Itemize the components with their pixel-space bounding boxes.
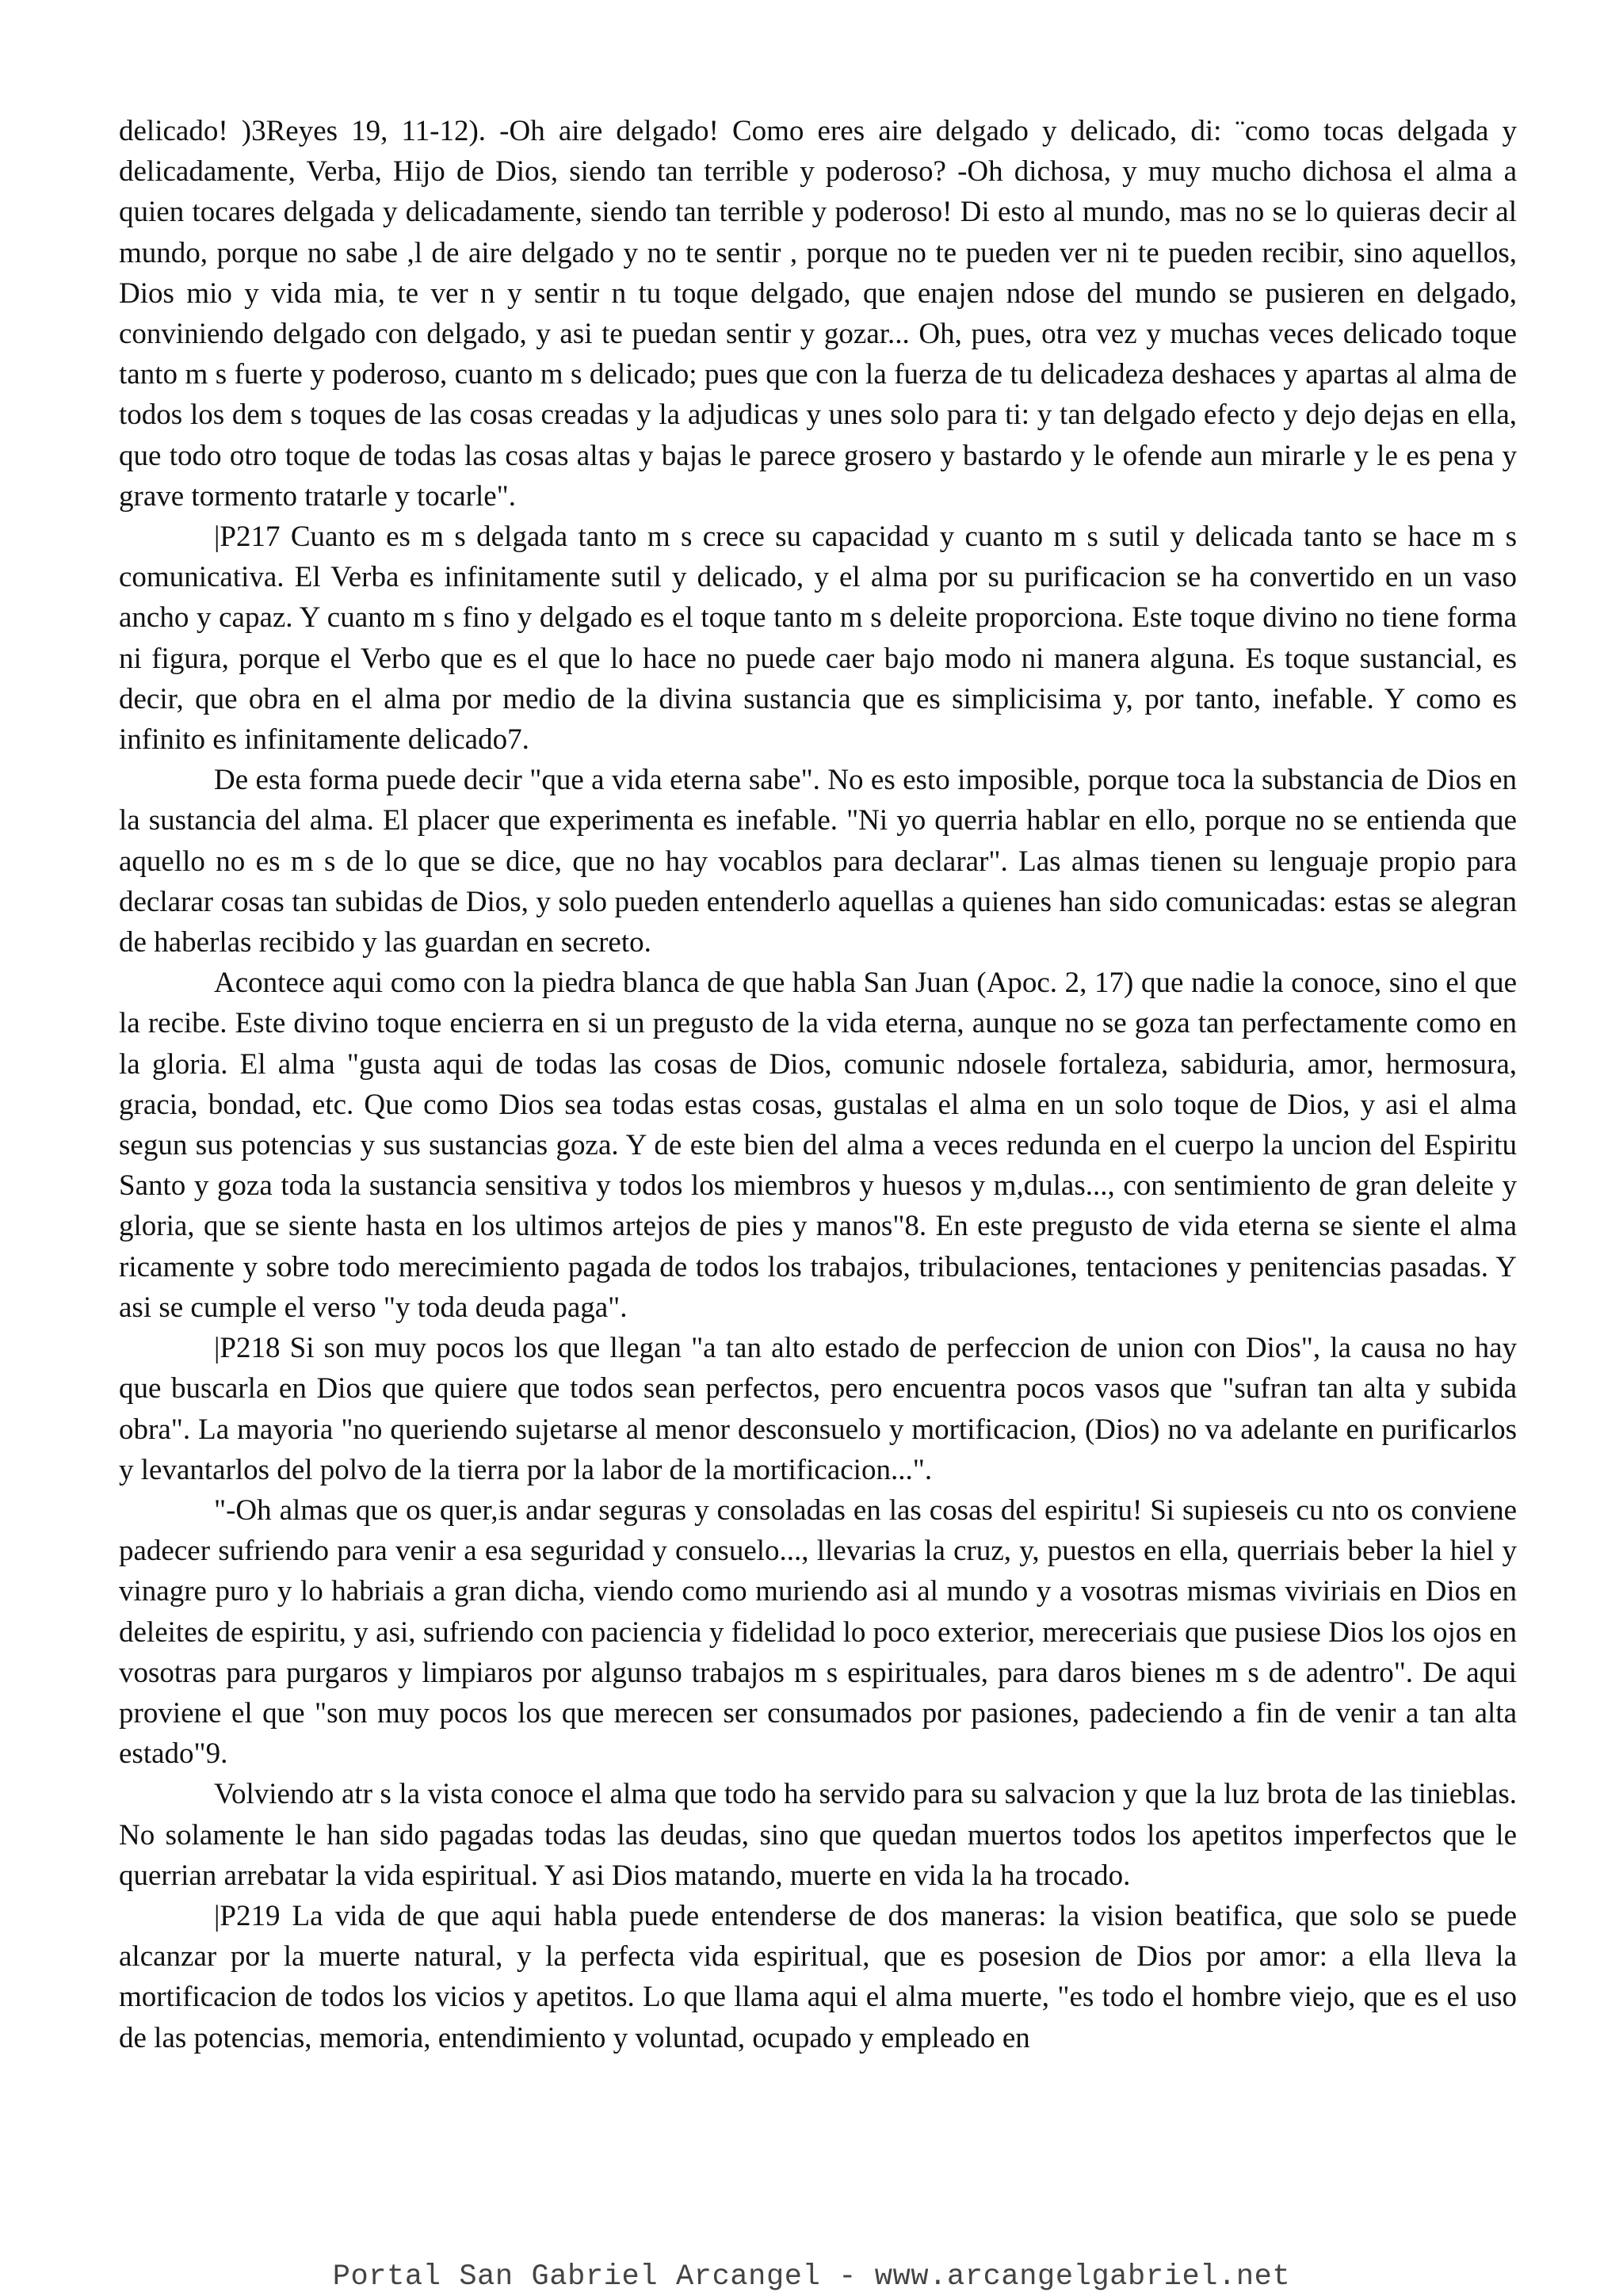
paragraph-p217: |P217 Cuanto es m s delgada tanto m s crece su capacidad y cuanto m s sutil y delicada tanto se hace m s comunicativa. El Verba es infinitamente sutil y delicado, y el alma por su purificacion se ha convertido en un vaso ancho y capaz. Y cuanto m s fino y delgado es el toque tanto m s deleite proporciona. Este toque divino no tiene forma ni figura, porque el Verbo que es el que lo hace no puede caer bajo modo ni manera alguna. Es toque sustancial, es decir, que obra en el alma por medio de la divina sustancia que es simplicisima y, por tanto, inefable. Y como es infinito es infinitamente delicado7. [119, 521, 1517, 757]
paragraph-p218: |P218 Si son muy pocos los que llegan "a tan alto estado de perfeccion de union con Dios", la causa no hay que buscarla en Dios que quiere que todos sean perfectos, pero encuentra pocos vasos que "sufran tan alta y subida obra". La mayoria "no queriendo sujetarse al menor desconsuelo y mortificacion, (Dios) no va adelante en purificarlos y levantarlos del polvo de la tierra por la labor de la mortificacion...". [119, 1332, 1517, 1486]
paragraph-p219: |P219 La vida de que aqui habla puede entenderse de dos maneras: la vision beatifica, que solo se puede alcanzar por la muerte natural, y la perfecta vida espiritual, que es posesion de Dios por amor: a ella lleva la mortificacion de todos los vicios y apetitos. Lo que llama aqui el alma muerte, "es todo el hombre viejo, que es el uso de las potencias, memoria, entendimiento y voluntad, ocupado y empleado en [119, 1899, 1517, 2054]
page-footer: Portal San Gabriel Arcangel - www.arcangelgabriel.net [332, 2260, 1291, 2294]
paragraph-volviendo: Volviendo atr s la vista conoce el alma que todo ha servido para su salvacion y que la luz brota de las tinieblas. No solamente le han sido pagadas todas las deudas, sino que quedan muertos todos los apetitos imperfectos que le querrian arrebatar la vida espiritual. Y asi Dios matando, muerte en vida la ha trocado. [119, 1778, 1517, 1892]
paragraph-quote-almas: "-Oh almas que os quer,is andar seguras y consoladas en las cosas del espiritu! Si supieseis cu nto os conviene padecer sufriendo para venir a esa seguridad y consuelo..., llevarias la cruz, y, puestos en ella, querriais beber la hiel y vinagre puro y lo habriais a gran dicha, viendo como muriendo asi al mundo y a vosotras mismas viviriais en Dios en deleites de espiritu, y asi, sufriendo con paciencia y fidelidad lo poco exterior, mereceriais que pusiese Dios los ojos en vosotras para purgaros y limpiaros por algunso trabajos m s espirituales, para daros bienes m s de adentro". De aqui proviene el que "son muy pocos los que merecen ser consumados por pasiones, padeciendo a fin de venir a tan alta estado"9. [119, 1493, 1517, 1771]
paragraph-vida-eterna: De esta forma puede decir "que a vida eterna sabe". No es esto imposible, porque toca la substancia de Dios en la sustancia del alma. El placer que experimenta es inefable. "Ni yo querria hablar en ello, porque no se entienda que aquello no es m s de lo que se dice, que no hay vocablos para declarar". Las almas tienen su lenguaje propio para declarar cosas tan subidas de Dios, y solo pueden entenderlo aquellas a quienes han sido comunicadas: estas se alegran de haberlas recibido y las guardan en secreto. [119, 764, 1517, 959]
body-text [119, 111, 1517, 2058]
paragraph-piedra-blanca: Acontece aqui como con la piedra blanca de que habla San Juan (Apoc. 2, 17) que nadie la conoce, sino el que la recibe. Este divino toque encierra en si un pregusto de la vida eterna, aunque no se goza tan perfectamente como en la gloria. El alma "gusta aqui de todas las cosas de Dios, comunic ndosele fortaleza, sabiduria, amor, hermosura, gracia, bondad, etc. Que como Dios sea todas estas cosas, gustalas el alma en un solo toque de Dios, y asi el alma segun sus potencias y sus sustancias goza. Y de este bien del alma a veces redunda en el cuerpo la uncion del Espiritu Santo y goza toda la sustancia sensitiva y todos los miembros y huesos y m,dulas..., con sentimiento de gran deleite y gloria, que se siente hasta en los ultimos artejos de pies y manos"8. En este pregusto de vida eterna se siente el alma ricamente y sobre todo merecimiento pagada de todos los trabajos, tribulaciones, tentaciones y penitencias pasadas. Y asi se cumple el verso "y toda deuda paga". [119, 967, 1517, 1324]
paragraph-continuation: delicado! )3Reyes 19, 11-12). -Oh aire delgado! Como eres aire delgado y delicado, di: ¨como tocas delgada y delicadamente, Verba, Hijo de Dios, siendo tan terrible y poderoso? -Oh dichosa, y muy mucho dichosa el alma a quien tocares delgada y delicadamente, siendo tan terrible y poderoso! Di esto al mundo, mas no se lo quieras decir al mundo, porque no sabe ,l de aire delgado y no te sentir , porque no te pueden ver ni te pueden recibir, sino aquellos, Dios mio y vida mia, te ver n y sentir n tu toque delgado, que enajen ndose del mundo se pusieren en delgado, conviniendo delgado con delgado, y asi te puedan sentir y gozar... Oh, pues, otra vez y muchas veces delicado toque tanto m s fuerte y poderoso, cuanto m s delicado; pues que con la fuerza de tu delicadeza deshaces y apartas al alma de todos los dem s toques de las cosas creadas y la adjudicas y unes solo para ti: y tan delgado efecto y dejo dejas en ella, que todo otro toque de todas las cosas altas y bajas le parece grosero y bastardo y le ofende aun mirarle y le es pena y grave tormento tratarle y tocarle". [119, 115, 1517, 513]
